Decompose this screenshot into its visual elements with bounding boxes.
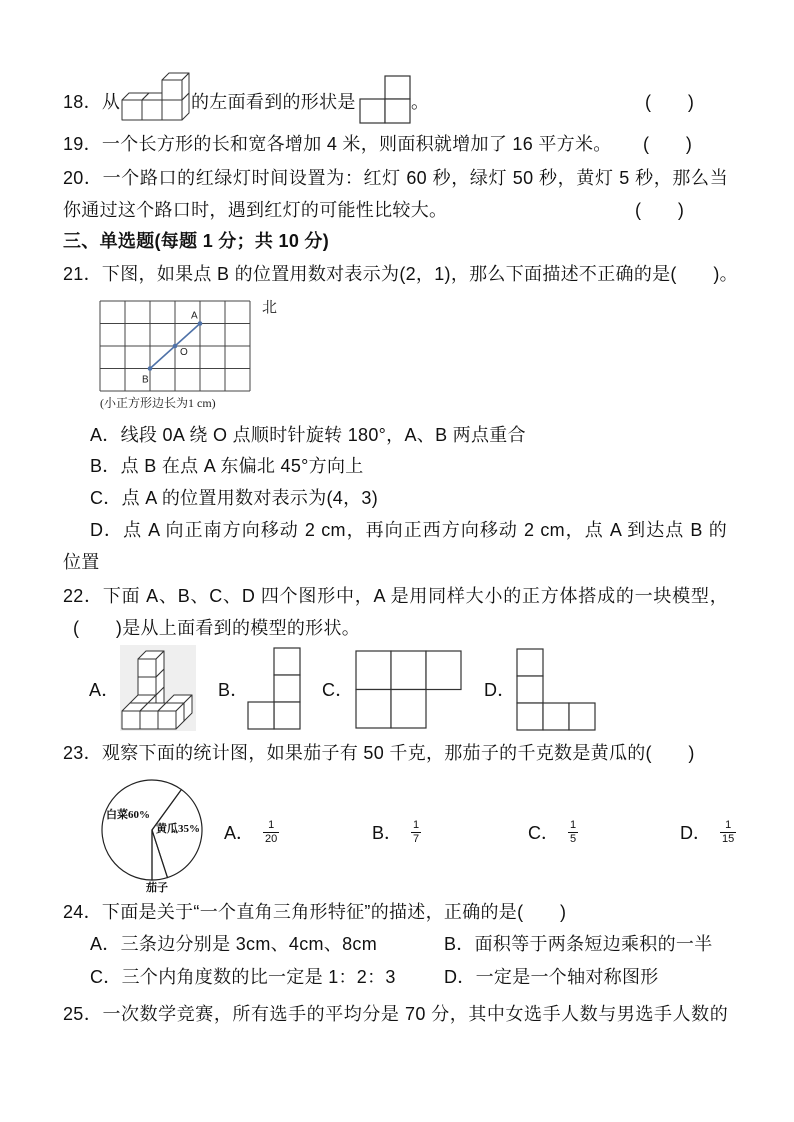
option-label: D． <box>680 823 711 843</box>
square <box>391 651 426 690</box>
point-label-a: A <box>191 310 198 322</box>
cube-front-face <box>138 677 156 695</box>
cube-front-face <box>122 100 142 120</box>
numerator: 1 <box>268 818 275 831</box>
q24-option-c: C．三个内角度数的比一定是 1：2：3 <box>90 967 396 987</box>
q22-option-d-shape <box>516 648 596 732</box>
q18-mid-text: 的左面看到的形状是 <box>191 92 356 112</box>
q24-stem: 24．下面是关于“一个直角三角形特征”的描述，正确的是( ) <box>63 902 567 922</box>
denominator: 7 <box>413 832 420 845</box>
section-title: 三、单选题(每题 1 分；共 10 分) <box>63 231 330 251</box>
square <box>543 703 569 730</box>
q21-grid-figure <box>99 300 252 393</box>
q22-option-b-shape <box>247 647 301 731</box>
square <box>385 99 410 123</box>
fraction <box>568 819 578 846</box>
square <box>385 76 410 99</box>
pie-slice-2 <box>152 830 167 880</box>
square <box>517 676 543 703</box>
q23-pie-chart <box>100 776 212 896</box>
q22-option-d-label: D． <box>484 680 516 700</box>
q21-option-c: C．点 A 的位置用数对表示为(4，3) <box>90 488 379 508</box>
numerator: 1 <box>725 818 732 831</box>
q22-option-c-label: C． <box>322 680 354 700</box>
q22-option-b-label: B． <box>218 680 249 700</box>
denominator: 20 <box>265 832 278 845</box>
denominator: 15 <box>722 832 735 845</box>
q23-option-b <box>372 816 421 848</box>
q20-line1: 20．一个路口的红绿灯时间设置为：红灯 60 秒，绿灯 50 秒，黄灯 5 秒，那么当 <box>63 168 728 188</box>
cube-front-face <box>138 659 156 677</box>
q22-line1: 22．下面 A、B、C、D 四个图形中，A 是用同样大小的正方体搭成的一块模型， <box>63 586 728 606</box>
q24-option-d: D．一定是一个轴对称图形 <box>444 967 659 987</box>
q19-answer-blank: ( ) <box>643 134 693 154</box>
q22-line2: ( )是从上面看到的模型的形状。 <box>73 618 361 638</box>
cube <box>138 651 164 677</box>
q18-lead: 18．从 <box>63 92 121 112</box>
point-b <box>148 366 153 371</box>
cube <box>158 703 184 729</box>
square <box>274 648 300 675</box>
q18-period: 。 <box>411 92 430 112</box>
cube-front-face <box>158 711 176 729</box>
pie-label-cucumber: 黄瓜35% <box>156 823 200 835</box>
square <box>360 99 385 123</box>
square <box>248 702 274 729</box>
fraction <box>411 819 421 846</box>
square <box>356 651 391 690</box>
square <box>274 675 300 702</box>
q25-line1: 25．一次数学竞赛，所有选手的平均分是 70 分，其中女选手人数与男选手人数的 <box>63 1004 728 1024</box>
q19-text: 19．一个长方形的长和宽各增加 4 米，则面积就增加了 16 平方米。 <box>63 134 612 154</box>
cube-front-face <box>162 100 182 120</box>
q24-option-a: A．三条边分别是 3cm、4cm、8cm <box>90 934 378 954</box>
q23-stem: 23．观察下面的统计图，如果茄子有 50 千克，那茄子的千克数是黄瓜的( ) <box>63 743 695 763</box>
square <box>569 703 595 730</box>
grid-caption: (小正方形边长为1 cm) <box>100 396 216 410</box>
square <box>426 651 461 690</box>
cube-front-face <box>162 80 182 100</box>
q20-line2: 你通过这个路口时，遇到红灯的可能性比较大。 <box>63 200 448 220</box>
point-label-b: B <box>142 374 149 386</box>
cube <box>162 73 189 100</box>
q20-answer-blank: ( ) <box>635 200 685 220</box>
q21-option-a: A．线段 0A 绕 O 点顺时针旋转 180°，A、B 两点重合 <box>90 425 526 445</box>
square <box>391 690 426 729</box>
denominator: 5 <box>570 832 577 845</box>
fraction <box>263 819 279 846</box>
point-label-o: O <box>180 347 188 358</box>
q18-answer-blank: ( ) <box>645 92 695 112</box>
cube-front-face <box>142 100 162 120</box>
q21-option-d-wrap: 位置 <box>63 552 100 572</box>
q22-option-a-cube-model <box>120 645 196 731</box>
option-label: B． <box>372 823 403 843</box>
q23-option-d <box>680 816 736 848</box>
q21-stem: 21．下图，如果点 B 的位置用数对表示为(2，1)，那么下面描述不正确的是( )。 <box>63 264 738 284</box>
square <box>356 690 391 729</box>
q24-option-b: B．面积等于两条短边乘积的一半 <box>444 934 713 954</box>
cube-front-face <box>140 711 158 729</box>
q21-option-b: B．点 B 在点 A 东偏北 45°方向上 <box>90 456 364 476</box>
point-o <box>173 344 178 349</box>
pie-label-cabbage: 白菜60% <box>106 809 150 821</box>
pie-label-eggplant: 茄子 <box>146 882 168 894</box>
q22-option-a-label: A． <box>89 680 120 700</box>
q18-left-view-shape <box>359 75 412 125</box>
cube-front-face <box>122 711 140 729</box>
fraction <box>720 819 736 846</box>
square <box>517 649 543 676</box>
option-label: A． <box>224 823 255 843</box>
q23-option-c <box>528 816 578 848</box>
square <box>517 703 543 730</box>
north-label: 北 <box>262 300 278 316</box>
numerator: 1 <box>570 818 577 831</box>
q23-option-a <box>224 816 279 848</box>
square <box>274 702 300 729</box>
option-label: C． <box>528 823 559 843</box>
q18-cube-model-figure <box>121 72 191 122</box>
point-a <box>198 321 203 326</box>
q22-option-c-shape <box>355 650 462 730</box>
numerator: 1 <box>413 818 420 831</box>
q21-option-d: D．点 A 向正南方向移动 2 cm，再向正西方向移动 2 cm，点 A 到达点 B 的 <box>90 520 727 540</box>
